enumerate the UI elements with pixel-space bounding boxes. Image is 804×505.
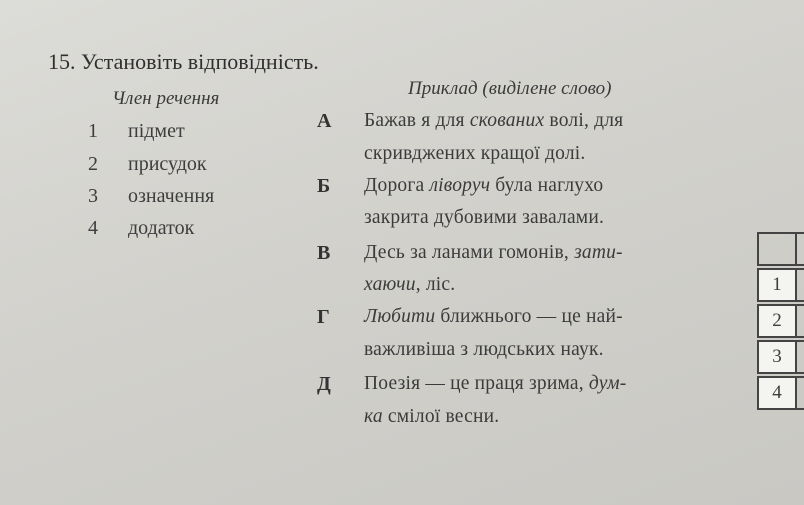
highlighted-word: зати- [574,242,623,263]
member-label: означення [128,185,215,207]
example-b-line-1 [364,175,603,197]
example-letter-b: Б [317,175,331,197]
column-header-member: Член речення [112,88,220,109]
task-title: 15. Установіть відповідність. [48,49,319,74]
text: Десь за ланами гомонів, [364,242,575,263]
example-letter-a: А [317,110,332,132]
answer-cell[interactable] [795,304,804,338]
member-label: підмет [128,120,185,142]
highlighted-word: дум- [588,373,627,394]
answer-cell[interactable] [795,376,804,410]
highlighted-word: скованих [469,110,545,131]
text: Дорога [364,175,430,196]
highlighted-word: Любити [364,306,436,327]
member-label: додаток [128,217,195,239]
text: була наглухо [490,175,604,196]
text: ближнього — це най- [435,306,623,327]
highlighted-word: ка [364,406,383,427]
member-number: 4 [88,217,98,239]
text: , ліс. [415,274,456,295]
text: Поезія — це праця зрима, [364,373,589,394]
text: смілої весни. [382,406,500,427]
member-label: присудок [128,153,207,175]
member-number: 1 [88,120,98,142]
answer-grid-corner [757,232,797,266]
example-a-line-2: скривджених кращої долі. [364,143,586,164]
example-b-line-2: закрита дубовими завалами. [364,207,605,228]
answer-grid-row-1: 1 [757,268,797,302]
text: Бажав я для [364,110,470,131]
highlighted-word: хаючи [364,274,416,295]
answer-cell[interactable] [795,268,804,302]
column-header-example: Приклад (виділене слово) [408,78,612,99]
answer-grid-header-cell [795,232,804,266]
example-h-line-1 [364,306,623,328]
member-item-4 [88,217,194,240]
answer-cell[interactable] [795,340,804,374]
member-item-3 [88,185,214,208]
example-a-line-1 [364,110,623,132]
example-d-line-1 [364,373,626,395]
answer-grid-row-3: 3 [757,340,797,374]
member-number: 3 [88,185,98,207]
answer-grid-row-4: 4 [757,376,797,410]
example-v-line-1 [364,242,623,264]
member-item-1 [88,120,185,143]
example-v-line-2 [364,274,455,296]
example-letter-d: Д [317,373,331,395]
example-d-line-2 [364,406,499,428]
example-letter-h: Г [317,306,330,328]
member-item-2 [88,153,207,176]
example-letter-v: В [317,242,331,264]
member-number: 2 [88,153,98,175]
example-h-line-2: важливіша з людських наук. [364,339,604,360]
highlighted-word: ліворуч [429,175,491,196]
answer-grid-row-2: 2 [757,304,797,338]
text: волі, для [544,110,624,131]
